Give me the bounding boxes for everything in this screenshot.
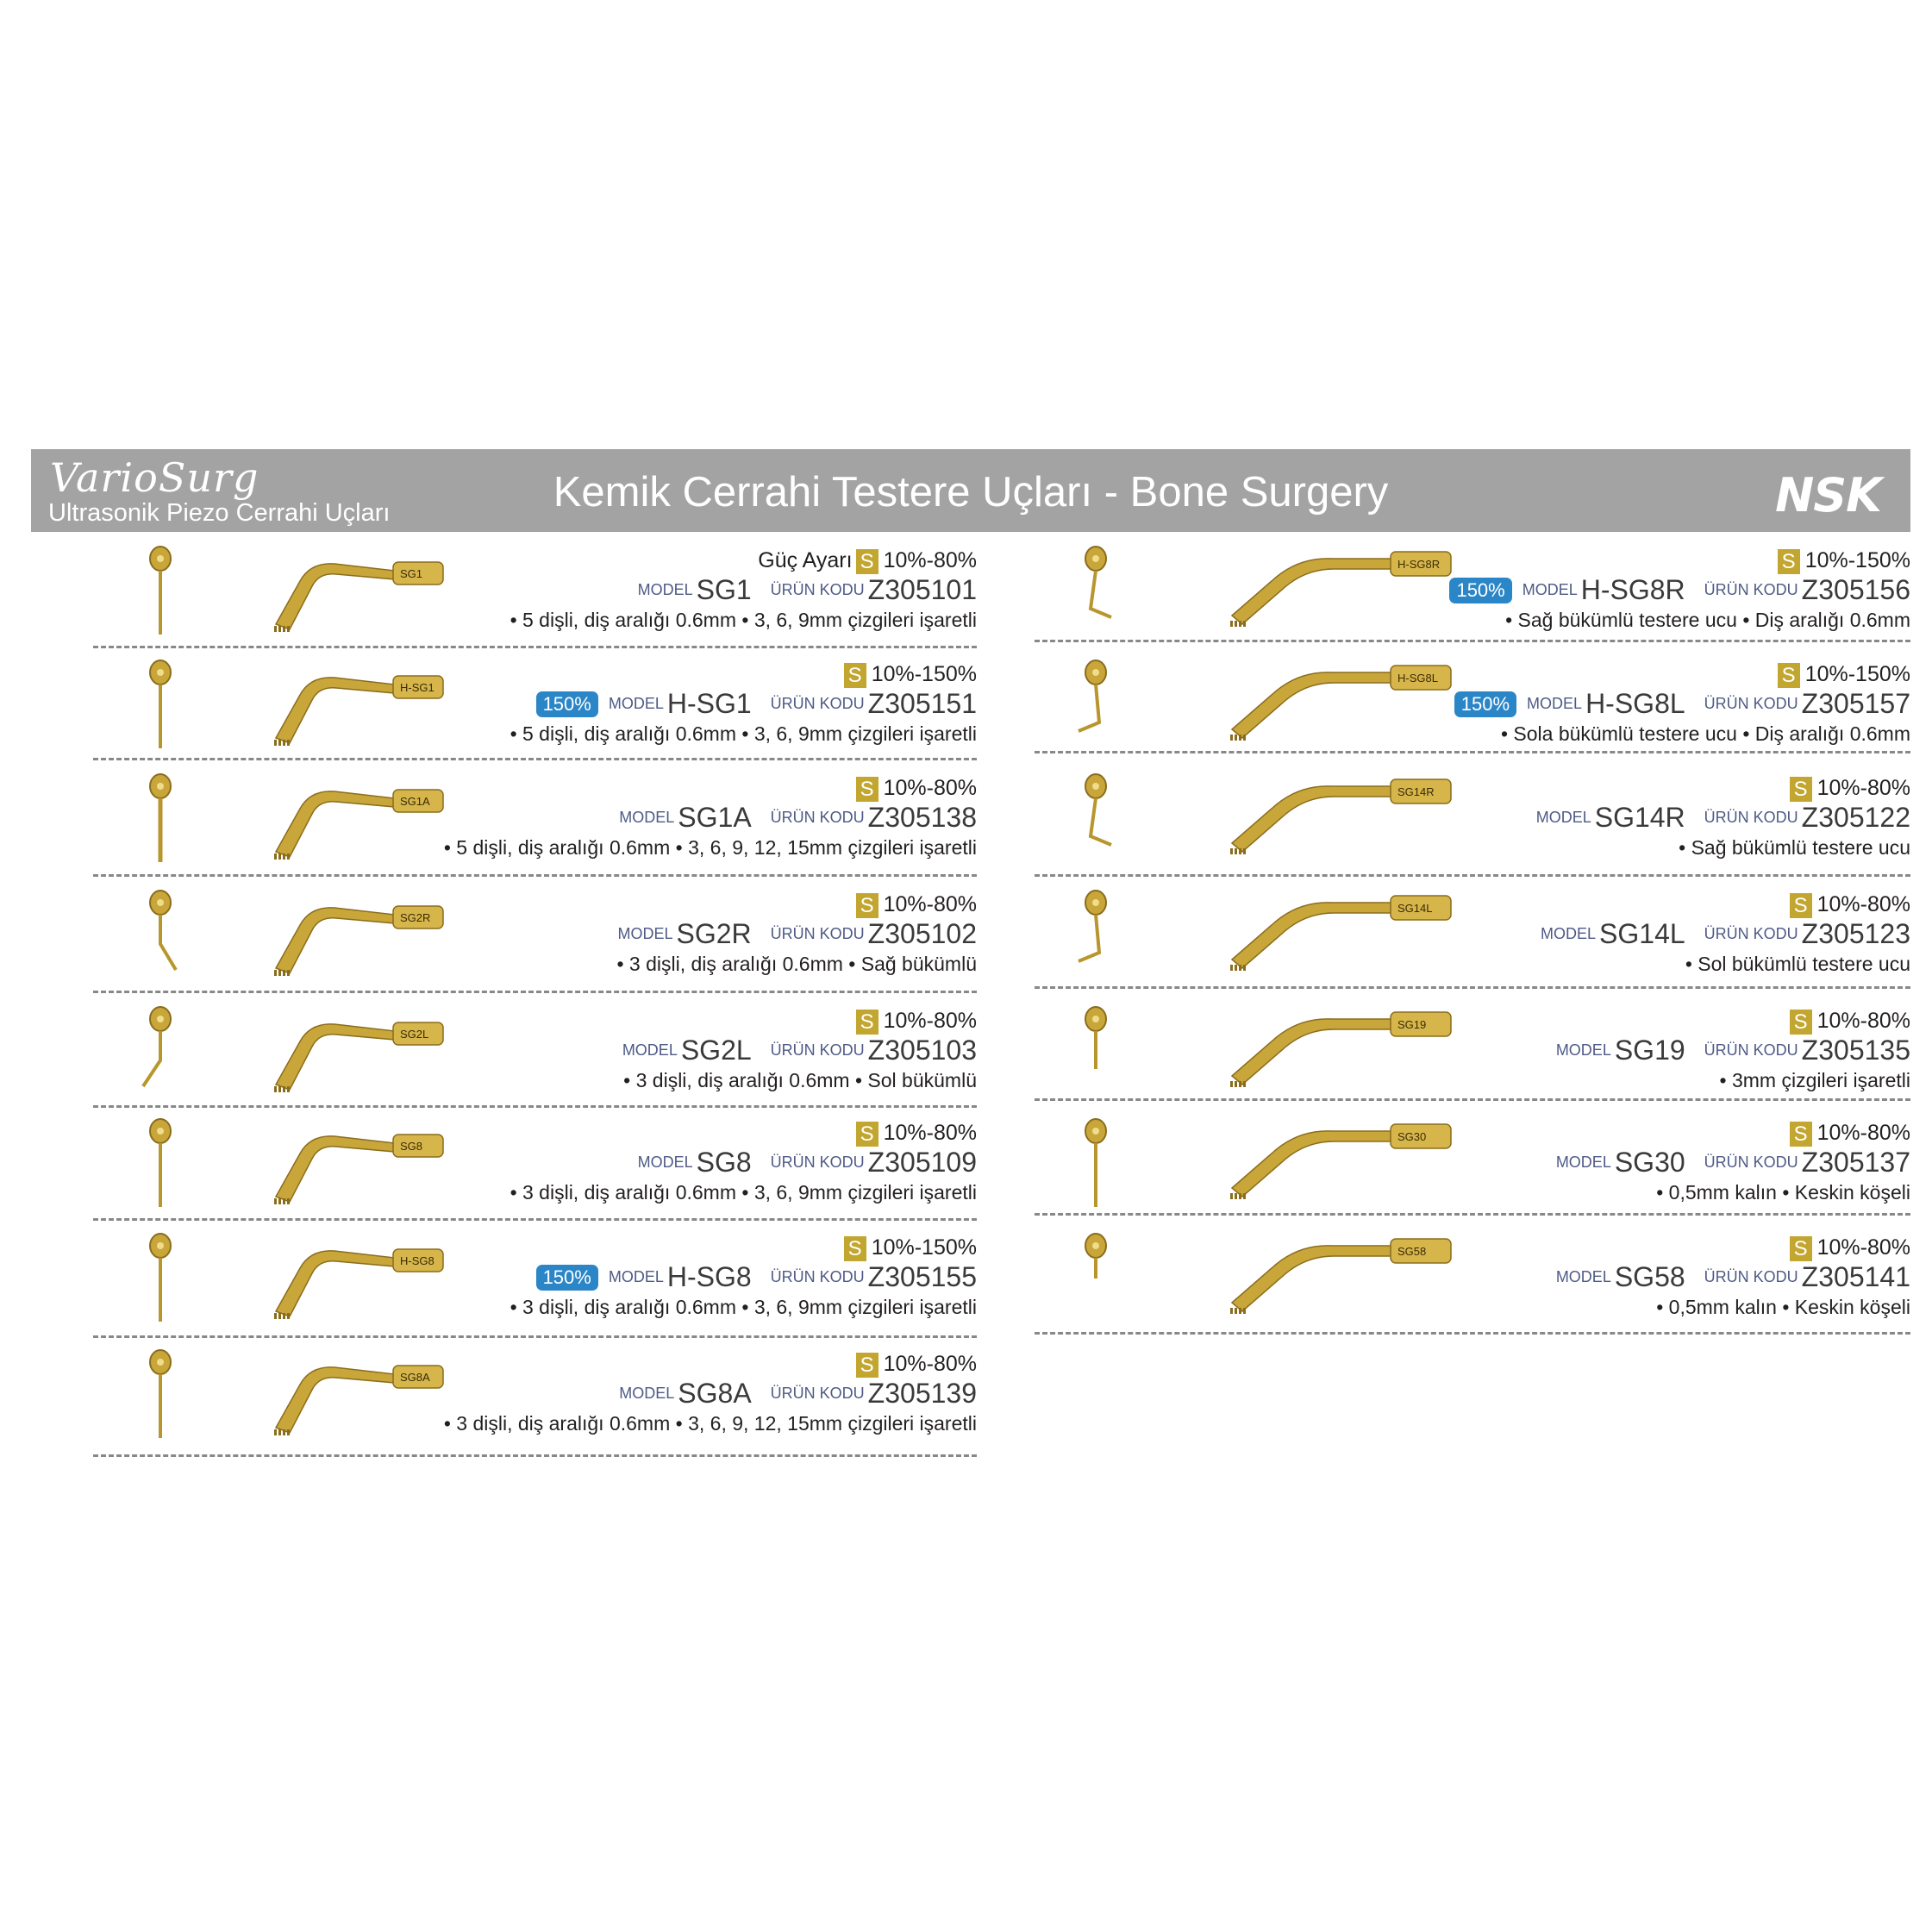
feature-list: • 3 dişli, diş aralığı 0.6mm • Sağ bükümlü (616, 953, 977, 975)
model-label: MODEL (619, 809, 675, 826)
model-code-line (619, 1378, 977, 1410)
s-badge: S (844, 1236, 866, 1261)
feature-list: • 0,5mm kalın • Keskin köşeli (1656, 1296, 1910, 1318)
s-badge: S (1778, 663, 1800, 688)
feature-list: • Sağ bükümlü testere ucu • Diş aralığı 0.6mm (1505, 609, 1910, 631)
feature-list: • Sol bükümlü testere ucu (1685, 953, 1910, 975)
model-name: SG2R (676, 918, 752, 949)
product-info (1255, 767, 1910, 871)
product-entry-sg8 (93, 1112, 977, 1221)
tip-front-icon (1073, 1112, 1118, 1214)
model-name: H-SG8L (1585, 688, 1685, 719)
power-range: 10%-80% (1816, 1121, 1910, 1145)
model-name: SG19 (1614, 1035, 1685, 1066)
svg-text:SG8: SG8 (400, 1140, 423, 1153)
svg-text:H-SG8R: H-SG8R (1397, 558, 1441, 571)
tip-front-icon (138, 1112, 183, 1214)
s-badge: S (1790, 1236, 1812, 1261)
product-entry-h-sg8l (1035, 653, 1910, 753)
model-code-line (1449, 574, 1910, 606)
dashed-divider (93, 874, 977, 877)
dashed-divider (93, 1454, 977, 1457)
power-setting (1786, 1121, 1910, 1147)
product-info (1255, 1000, 1910, 1104)
product-entry-sg14r (1035, 767, 1910, 877)
s-badge: S (856, 893, 878, 918)
dashed-divider (93, 1335, 977, 1338)
product-info (322, 1343, 977, 1447)
model-name: SG2L (680, 1035, 752, 1066)
power-range: 10%-150% (871, 1235, 977, 1260)
power-range: 10%-80% (1816, 892, 1910, 916)
product-code: Z305122 (1801, 802, 1910, 833)
tip-front-icon (1073, 767, 1118, 869)
product-code: Z305101 (867, 574, 977, 605)
model-name: SG14R (1594, 802, 1685, 833)
model-code-line (1454, 688, 1910, 720)
svg-text:SG1: SG1 (400, 567, 423, 580)
s-badge: S (844, 663, 866, 688)
s-badge: S (856, 1122, 878, 1147)
product-entry-h-sg8 (93, 1227, 977, 1338)
feature-list: • Sağ bükümlü testere ucu (1679, 836, 1910, 859)
feature-list: • 0,5mm kalın • Keskin köşeli (1656, 1181, 1910, 1204)
power-range: 10%-80% (1816, 1235, 1910, 1260)
model-code-line (619, 802, 977, 834)
product-code: Z305138 (867, 802, 977, 833)
product-info (1255, 540, 1910, 643)
tip-front-icon (1073, 1227, 1118, 1329)
model-code-line (536, 688, 977, 720)
tip-front-icon (1073, 1000, 1118, 1102)
power-setting (853, 1009, 977, 1035)
product-info (322, 1000, 977, 1104)
product-code: Z305103 (867, 1035, 977, 1066)
power-setting (1774, 662, 1910, 688)
model-code-line (1556, 1147, 1910, 1179)
code-label: ÜRÜN KODU (770, 1385, 865, 1402)
code-label: ÜRÜN KODU (1704, 925, 1798, 942)
tip-front-icon (1073, 884, 1118, 985)
dashed-divider (93, 1105, 977, 1108)
product-code: Z305151 (867, 688, 977, 719)
dashed-divider (1035, 1213, 1910, 1216)
product-code: Z305102 (867, 918, 977, 949)
feature-list: • 3 dişli, diş aralığı 0.6mm • 3, 6, 9, 12, 15mm çizgileri işaretli (443, 1412, 977, 1435)
tip-front-icon (138, 1227, 183, 1329)
tip-front-icon (1073, 540, 1118, 641)
model-name: SG8A (678, 1378, 752, 1409)
product-entry-sg58 (1035, 1227, 1910, 1335)
power-150-badge: 150% (536, 1265, 598, 1291)
product-entry-sg19 (1035, 1000, 1910, 1101)
brand-wordmark: VarioSurg (50, 454, 259, 501)
power-setting (758, 548, 977, 574)
s-badge: S (1790, 777, 1812, 802)
product-code: Z305123 (1801, 918, 1910, 949)
product-info (322, 1112, 977, 1216)
svg-text:SG1A: SG1A (400, 795, 430, 808)
product-entry-sg30 (1035, 1112, 1910, 1216)
feature-list: • 5 dişli, diş aralığı 0.6mm • 3, 6, 9mm çizgileri işaretli (510, 609, 977, 631)
s-badge: S (856, 777, 878, 802)
svg-text:SG14R: SG14R (1397, 785, 1435, 798)
feature-list: • 3 dişli, diş aralığı 0.6mm • Sol bükümlü (623, 1069, 977, 1091)
s-badge: S (856, 1353, 878, 1378)
power-range: 10%-80% (1816, 776, 1910, 800)
tip-front-icon (138, 1000, 183, 1102)
model-name: SG58 (1614, 1261, 1685, 1292)
power-range: 10%-150% (871, 662, 977, 686)
model-name: SG14L (1599, 918, 1685, 949)
tip-front-icon (138, 767, 183, 869)
power-range: 10%-150% (1804, 548, 1910, 572)
product-entry-sg2r (93, 884, 977, 993)
model-label: MODEL (619, 1385, 675, 1402)
power-range: 10%-80% (1816, 1009, 1910, 1033)
power-range: 10%-80% (883, 1121, 977, 1145)
svg-text:H-SG8L: H-SG8L (1397, 672, 1438, 685)
code-label: ÜRÜN KODU (770, 925, 865, 942)
s-badge: S (1790, 893, 1812, 918)
product-code: Z305156 (1801, 574, 1910, 605)
s-badge: S (1790, 1122, 1812, 1147)
power-150-badge: 150% (536, 691, 598, 717)
power-range: 10%-150% (1804, 662, 1910, 686)
product-entry-sg2l (93, 1000, 977, 1108)
header-subtitle: Ultrasonik Piezo Cerrahi Uçları (48, 499, 391, 527)
model-label: MODEL (1555, 1041, 1611, 1059)
feature-list: • 3 dişli, diş aralığı 0.6mm • 3, 6, 9mm çizgileri işaretli (510, 1296, 977, 1318)
svg-text:SG2R: SG2R (400, 911, 431, 924)
tip-front-icon (138, 1343, 183, 1445)
product-info (1255, 653, 1910, 757)
svg-text:SG2L: SG2L (400, 1028, 429, 1041)
model-label: MODEL (617, 925, 673, 942)
model-label: MODEL (1522, 581, 1578, 598)
product-entry-sg14l (1035, 884, 1910, 989)
code-label: ÜRÜN KODU (770, 809, 865, 826)
product-code: Z305109 (867, 1147, 977, 1178)
product-entry-sg8a (93, 1343, 977, 1457)
dashed-divider (1035, 986, 1910, 989)
product-info (322, 653, 977, 757)
tip-front-icon (138, 884, 183, 985)
product-code: Z305139 (867, 1378, 977, 1409)
dashed-divider (93, 758, 977, 760)
svg-text:H-SG8: H-SG8 (400, 1254, 435, 1267)
power-setting (853, 776, 977, 802)
model-label: MODEL (1527, 695, 1583, 712)
model-name: SG30 (1614, 1147, 1685, 1178)
dashed-divider (1035, 874, 1910, 877)
model-code-line (1556, 1035, 1910, 1066)
svg-text:SG8A: SG8A (400, 1371, 430, 1384)
nsk-logo: NSK (1775, 468, 1881, 522)
code-label: ÜRÜN KODU (1704, 695, 1798, 712)
tip-front-icon (1073, 653, 1118, 755)
svg-text:SG14L: SG14L (1397, 902, 1433, 915)
model-label: MODEL (608, 1268, 664, 1285)
dashed-divider (93, 646, 977, 648)
model-code-line (638, 1147, 977, 1179)
s-badge: S (1778, 549, 1800, 574)
s-badge: S (1790, 1010, 1812, 1035)
model-label: MODEL (637, 581, 693, 598)
power-setting (853, 1121, 977, 1147)
dashed-divider (1035, 1098, 1910, 1101)
code-label: ÜRÜN KODU (1704, 581, 1798, 598)
power-range: 10%-80% (883, 1352, 977, 1376)
power-range: 10%-80% (883, 1009, 977, 1033)
power-setting (1786, 776, 1910, 802)
product-code: Z305157 (1801, 688, 1910, 719)
model-code-line (618, 918, 978, 950)
model-name: H-SG8R (1580, 574, 1685, 605)
code-label: ÜRÜN KODU (1704, 809, 1798, 826)
model-code-line (1556, 1261, 1910, 1293)
model-label: MODEL (1535, 809, 1591, 826)
power-setting (853, 892, 977, 918)
power-range: 10%-80% (883, 892, 977, 916)
product-code: Z305137 (1801, 1147, 1910, 1178)
code-label: ÜRÜN KODU (1704, 1268, 1798, 1285)
model-label: MODEL (1555, 1268, 1611, 1285)
dashed-divider (1035, 640, 1910, 642)
power-setting (853, 1352, 977, 1378)
feature-list: • 5 dişli, diş aralığı 0.6mm • 3, 6, 9, 12, 15mm çizgileri işaretli (443, 836, 977, 859)
dashed-divider (93, 991, 977, 993)
code-label: ÜRÜN KODU (770, 1154, 865, 1171)
model-code-line (1541, 918, 1910, 950)
model-code-line (638, 574, 977, 606)
model-name: SG1A (678, 802, 752, 833)
code-label: ÜRÜN KODU (770, 1041, 865, 1059)
power-setting (1786, 892, 1910, 918)
model-code-line (536, 1261, 977, 1293)
product-entry-h-sg1 (93, 653, 977, 760)
tip-front-icon (138, 653, 183, 755)
power-range: 10%-80% (883, 548, 977, 572)
power-setting (841, 662, 977, 688)
product-info (322, 540, 977, 643)
header-banner (31, 449, 1910, 532)
feature-list: • 5 dişli, diş aralığı 0.6mm • 3, 6, 9mm çizgileri işaretli (510, 722, 977, 745)
product-code: Z305155 (867, 1261, 977, 1292)
code-label: ÜRÜN KODU (770, 1268, 865, 1285)
svg-text:SG30: SG30 (1397, 1130, 1427, 1143)
power-setting (1786, 1009, 1910, 1035)
model-label: MODEL (1555, 1154, 1611, 1171)
product-info (322, 767, 977, 871)
product-code: Z305135 (1801, 1035, 1910, 1066)
model-code-line (1536, 802, 1910, 834)
dashed-divider (1035, 751, 1910, 753)
feature-list: • Sola bükümlü testere ucu • Diş aralığı 0.6mm (1500, 722, 1910, 745)
code-label: ÜRÜN KODU (1704, 1041, 1798, 1059)
product-info (1255, 884, 1910, 987)
product-entry-sg1 (93, 540, 977, 648)
feature-list: • 3 dişli, diş aralığı 0.6mm • 3, 6, 9mm çizgileri işaretli (510, 1181, 977, 1204)
dashed-divider (1035, 1332, 1910, 1335)
power-150-badge: 150% (1449, 578, 1511, 603)
model-label: MODEL (637, 1154, 693, 1171)
power-setting (841, 1235, 977, 1261)
product-entry-h-sg8r (1035, 540, 1910, 642)
power-setting (1774, 548, 1910, 574)
s-badge: S (856, 1010, 878, 1035)
svg-text:SG19: SG19 (1397, 1018, 1427, 1031)
model-name: H-SG8 (666, 1261, 752, 1292)
product-info (322, 1227, 977, 1330)
power-range: 10%-80% (883, 776, 977, 800)
svg-text:H-SG1: H-SG1 (400, 681, 435, 694)
tip-front-icon (138, 540, 183, 641)
model-label: MODEL (622, 1041, 678, 1059)
model-name: SG1 (696, 574, 752, 605)
power-150-badge: 150% (1454, 691, 1516, 717)
code-label: ÜRÜN KODU (1704, 1154, 1798, 1171)
model-name: H-SG1 (666, 688, 752, 719)
product-info (1255, 1227, 1910, 1330)
dashed-divider (93, 1218, 977, 1221)
model-name: SG8 (696, 1147, 752, 1178)
product-info (322, 884, 977, 987)
model-label: MODEL (608, 695, 664, 712)
code-label: ÜRÜN KODU (770, 695, 865, 712)
model-code-line (622, 1035, 977, 1066)
feature-list: • 3mm çizgileri işaretli (1719, 1069, 1910, 1091)
product-entry-sg1a (93, 767, 977, 877)
model-label: MODEL (1541, 925, 1597, 942)
code-label: ÜRÜN KODU (770, 581, 865, 598)
page-title: Kemik Cerrahi Testere Uçları - Bone Surgery (553, 469, 1389, 516)
product-code: Z305141 (1801, 1261, 1910, 1292)
power-prefix: Güç Ayarı (758, 548, 853, 572)
product-info (1255, 1112, 1910, 1216)
power-setting (1786, 1235, 1910, 1261)
s-badge: S (856, 549, 878, 574)
svg-text:SG58: SG58 (1397, 1245, 1427, 1258)
